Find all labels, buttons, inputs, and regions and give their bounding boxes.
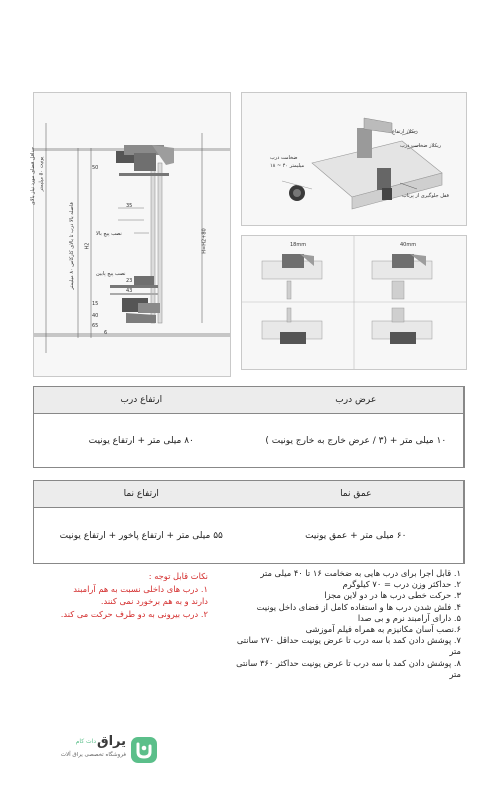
- dim-43: 43: [126, 288, 133, 294]
- logo-tagline-text: فروشگاه تخصصی یراق آلات: [60, 752, 126, 758]
- left-mm-label: 18mm: [290, 242, 307, 248]
- note-item: ۲. درب بیرونی به دو طرف حرکت می کند.: [60, 608, 208, 619]
- section-diagram-top-right: [241, 92, 467, 226]
- feature-item: ۲. حداکثر وزن درب = ۷۰ کیلوگرم: [342, 579, 461, 590]
- table-row: [34, 508, 464, 564]
- feature-item: ۳. حرکت خطی درب ها در دو لاین مجزا: [324, 590, 461, 601]
- table-facade-dimensions: [33, 480, 465, 564]
- header-door-width: عرض درب: [249, 387, 465, 413]
- notes-box: [30, 570, 208, 620]
- section-diagram-left: [30, 92, 231, 377]
- h2-label: H2: [84, 242, 91, 250]
- dim-35: 35: [126, 203, 133, 209]
- table-header-row: [34, 481, 464, 508]
- note-item: دارند و به هم برخورد نمی کنند.: [100, 596, 208, 606]
- header-facade-depth: عمق نما: [249, 481, 465, 507]
- feature-item: ۷. پوشش دادن کمد با سه درب تا عرض یونیت حداقل ۲۷۰ سانتی متر: [236, 635, 461, 657]
- dim-40: 40: [92, 313, 99, 319]
- section-diagram-bottom-right: [241, 235, 467, 370]
- h-total-label: H=H2+80: [201, 228, 208, 254]
- side-label-2: یونیت ۵۰ میلیمتر: [38, 156, 45, 192]
- side-label-3: فاصله بالا درب تا بالای کارکاس ۸۰ میلیمتر: [68, 202, 75, 290]
- table-door-dimensions: [33, 386, 465, 468]
- value-door-width: ۱۰ میلی متر + (۳ / عرض خارج به خارج یونیت ): [249, 414, 465, 468]
- feature-item: ۱. قابل اجرا برای درب هایی به ضخامت ۱۶ تا ۴۰ میلی متر: [260, 568, 461, 578]
- value-facade-height: ۵۵ میلی متر + ارتفاع پاخور + ارتفاع یونیت: [59, 531, 223, 541]
- door-thickness-label: ضخامت درب: [270, 155, 298, 161]
- value-facade-depth: ۶۰ میلی متر + عمق یونیت: [249, 508, 465, 564]
- feature-item: ۴. فلش شدن درب ها و استفاده کامل از فضای داخل یونیت: [256, 601, 461, 612]
- dim-65: 65: [92, 323, 99, 329]
- right-mm-label: 40mm: [400, 242, 417, 248]
- brand-logo: [43, 734, 158, 766]
- dim-6: 6: [104, 330, 108, 336]
- features-list: [231, 568, 461, 680]
- top-rail-label: ریکلاز ارتفاع: [392, 129, 418, 135]
- notes-title: نکات قابل توجه :: [148, 571, 208, 581]
- note-item: ۱. درب های داخلی نسبت به هم آرامبند: [73, 583, 208, 594]
- table-row: [34, 414, 464, 468]
- logo-domain-text: دات کام: [75, 738, 96, 745]
- thickness-range-label: ۱۸ ~ ۴۰ میلیمتر: [270, 163, 305, 169]
- door-thickness-rail-label: ریکلاز ضخامت درب: [400, 143, 442, 149]
- logo-brand-text: یراق: [96, 734, 126, 749]
- header-door-height: ارتفاع درب: [120, 395, 163, 405]
- top-screw-label: نصب پیچ بالا: [96, 231, 122, 237]
- dim-50: 50: [92, 165, 99, 171]
- feature-item: ۸. پوشش دادن کمد با سه درب تا عرض یونیت حداکثر ۳۶۰ سانتی متر: [236, 657, 461, 679]
- side-label-1: حداقل فضای مورد نیاز بالای: [30, 146, 37, 206]
- value-door-height: ۸۰ میلی متر + ارتفاع یونیت: [88, 436, 194, 446]
- dim-23: 23: [126, 278, 133, 284]
- feature-item: ۶.نصب آسان مکانیزم به همراه فیلم آموزشی: [305, 624, 461, 635]
- feature-item: ۵. دارای آرامبند نرم و بی صدا: [357, 612, 461, 623]
- bottom-screw-label: نصب پیچ پایین: [96, 271, 126, 277]
- door-mechanism-cross-section-drawing: [34, 93, 230, 376]
- door-thickness-comparison-drawing: [242, 236, 466, 369]
- table-header-row: [34, 387, 464, 414]
- header-facade-height: ارتفاع نما: [123, 489, 159, 499]
- lock-label: قفل جلوگیری از پرتاب: [402, 193, 449, 199]
- logo-icon: [130, 736, 158, 764]
- dim-15: 15: [92, 301, 99, 307]
